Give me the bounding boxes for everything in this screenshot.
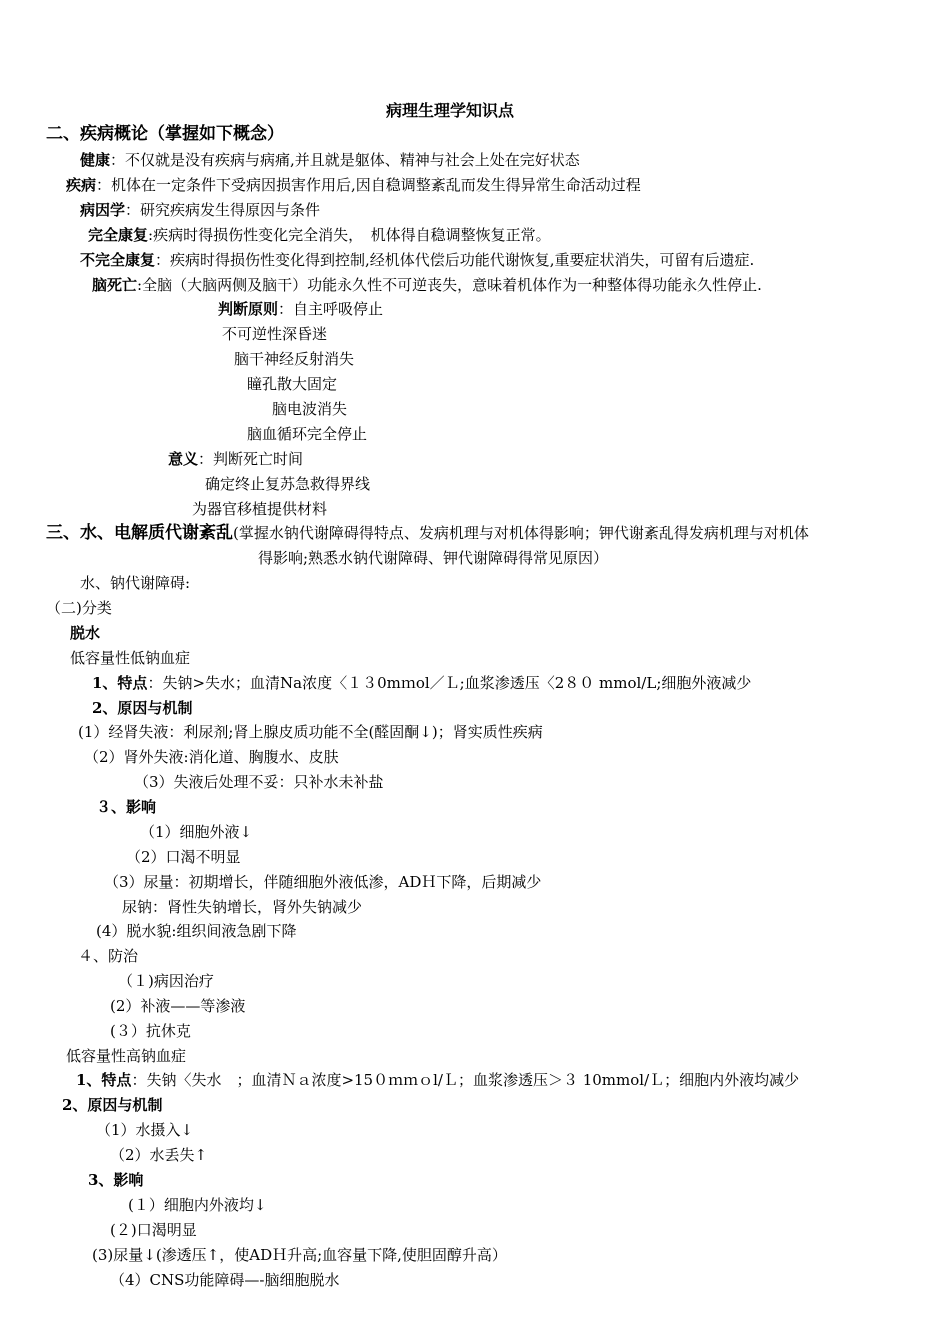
incomplete-recovery-definition [80,250,754,270]
section-2-heading: 二、疾病概论（掌握如下概念） [46,124,284,144]
classification-heading: （二)分类 [46,599,112,617]
water-sodium-intro: 水、钠代谢障碍: [80,574,191,592]
treatment-item: (３）抗休克 [110,1022,191,1040]
definition-text: ：研究疾病发生得原因与条件 [125,201,321,219]
definition-text: :疾病时得损伤性变化完全消失， 机体得自稳调整恢复正常。 [148,226,551,244]
effect-item: 尿钠：肾性失钠增长，肾外失钠减少 [122,898,363,916]
cause-item: （1）水摄入↓ [96,1121,194,1139]
hypernatremia-feature: 1、特点：失钠〈失水 ；血清Ｎａ浓度>15０ｍｍｏl/Ｌ；血浆渗透压＞３ 10mmol/Ｌ；细胞内外液均减少 [76,1071,800,1089]
hyponatremia-treatment-label: ４、防治 [78,947,139,965]
definition-text: ：不仅就是没有疾病与病痛,并且就是躯体、精神与社会上处在完好状态 [110,151,580,169]
cause-item: （2）肾外失液:消化道、胸腹水、皮肤 [84,748,339,766]
section-3-heading: 三、水、电解质代谢紊乱(掌握水钠代谢障碍得特点、发病机理与对机体得影响；钾代谢紊乱得发病机理与对机体 [46,523,809,543]
definition-text: ：机体在一定条件下受病因损害作用后,因自稳调整紊乱而发生得异常生命活动过程 [96,176,641,194]
hyponatremia-title: 低容量性低钠血症 [70,649,191,667]
term-brain-death: 脑死亡 [92,276,138,294]
effect-item: (3)尿量↓(渗透压↑，使ADＨ升高;血容量下降,使胆固醇升高） [92,1246,507,1264]
criteria-item: 脑电波消失 [272,400,348,418]
definition-text: :全脑（大脑两侧及脑干）功能永久性不可逆丧失，意味着机体作为一种整体得功能永久性停止. [137,276,762,294]
hypernatremia-cause-label: 2、原因与机制 [62,1096,163,1114]
full-recovery-definition [88,225,551,245]
effect-item: （1）细胞外液↓ [140,823,253,841]
hypernatremia-effect-label: 3、影响 [88,1171,144,1189]
cause-item: （2）水丢失↑ [110,1146,208,1164]
dehydration-heading: 脱水 [70,624,101,642]
cause-item: （3）失液后处理不妥：只补水未补盐 [134,773,384,791]
criteria-item: 脑血循环完全停止 [247,425,368,443]
effect-item: （2）口渴不明显 [126,848,241,866]
criteria-item: 瞳孔散大固定 [247,375,338,393]
hyponatremia-effect-label: ３、影响 [96,798,157,816]
significance-item: 确定终止复苏急救得界线 [205,475,371,493]
etiology-definition [80,200,320,220]
hypernatremia-title: 低容量性高钠血症 [66,1047,187,1065]
definition-text: ：疾病时得损伤性变化得到控制,经机体代偿后功能代谢恢复,重要症状消失，可留有后遗症. [155,251,755,269]
effect-item: (4）脱水貌:组织间液急剧下降 [96,922,297,940]
significance-label: 意义 [168,450,199,468]
term-full-recovery: 完全康复 [88,226,149,244]
term-etiology: 病因学 [80,201,126,219]
section-3-note-continued: 得影响;熟悉水钠代谢障碍、钾代谢障碍得常见原因） [258,549,609,567]
criteria-item: 判断原则：自主呼吸停止 [218,300,384,318]
significance-item: 为器官移植提供材料 [192,500,328,518]
effect-item: （4）CNS功能障碍—-脑细胞脱水 [110,1271,340,1289]
cause-item: (1）经肾失液：利尿剂;肾上腺皮质功能不全(醛固酮↓)；肾实质性疾病 [78,723,543,741]
health-definition [80,150,580,170]
document-title: 病理生理学知识点 [386,101,515,120]
disease-definition [66,175,641,195]
term-health: 健康 [80,151,111,169]
treatment-item: （１)病因治疗 [118,972,214,990]
effect-item: (２)口渴明显 [110,1221,197,1239]
brain-death-definition [92,275,762,295]
hyponatremia-feature: 1、特点：失钠>失水；血清Na浓度〈１３0mｍol／Ｌ;血浆渗透压〈2８０ mmol/L;细胞外液减少 [92,674,752,692]
criteria-item: 不可逆性深昏迷 [222,325,328,343]
significance-item: 意义：判断死亡时间 [168,450,304,468]
criteria-label: 判断原则 [218,300,279,318]
term-disease: 疾病 [66,176,97,194]
section-3-note: (掌握水钠代谢障碍得特点、发病机理与对机体得影响；钾代谢紊乱得发病机理与对机体 [233,524,809,542]
criteria-item: 脑干神经反射消失 [234,350,355,368]
effect-item: （3）尿量：初期增长，伴随细胞外液低渗，ADＨ下降，后期减少 [104,873,542,891]
effect-item: (１）细胞内外液均↓ [128,1196,267,1214]
term-incomplete-recovery: 不完全康复 [80,251,156,269]
treatment-item: (2）补液——等渗液 [110,997,246,1015]
hyponatremia-cause-label: 2、原因与机制 [92,699,193,717]
